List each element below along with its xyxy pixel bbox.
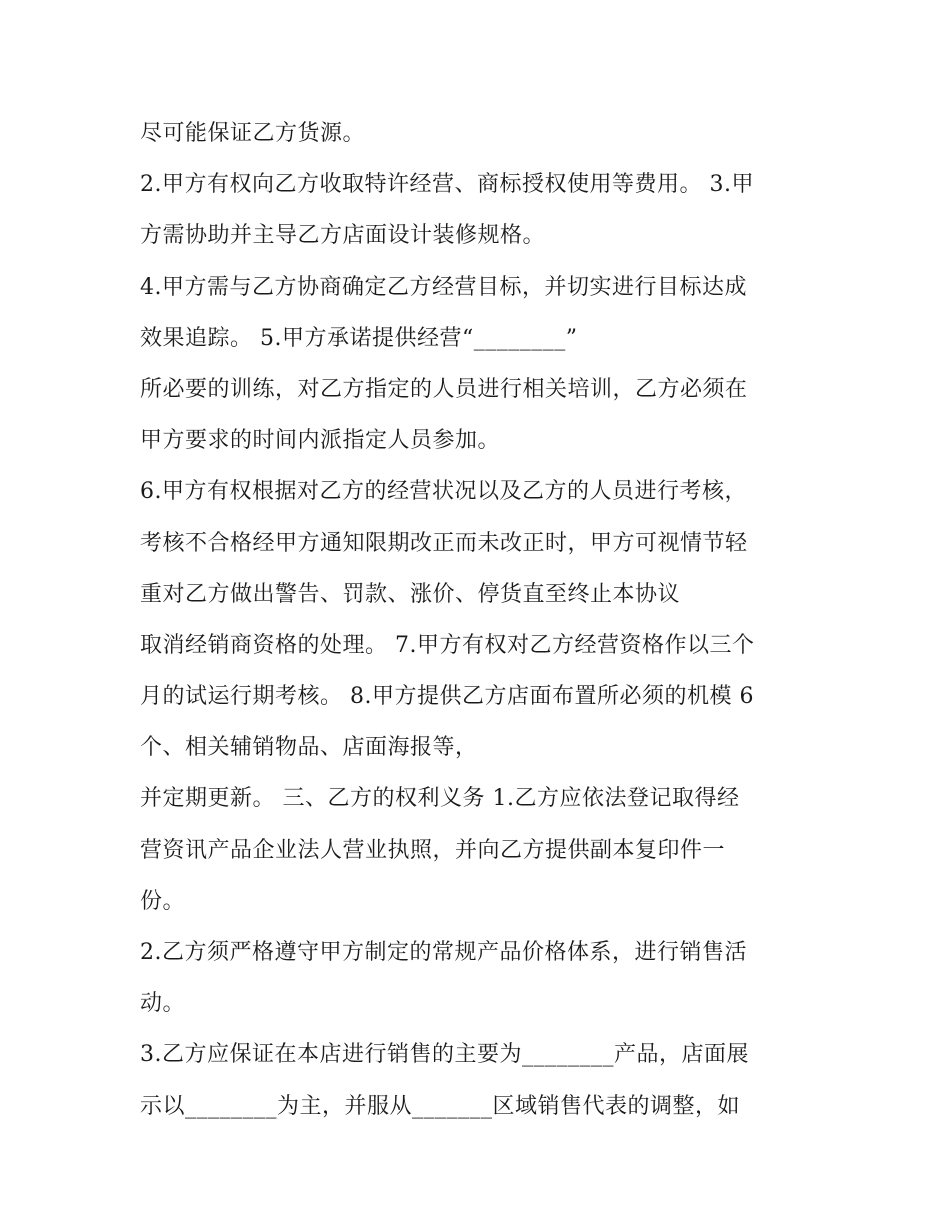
text-line: 取消经销商资格的处理。 7.甲方有权对乙方经营资格作以三个 (140, 632, 755, 658)
text-line: 2.乙方须严格遵守甲方制定的常规产品价格体系，进行销售活 (140, 940, 747, 965)
text-line: 3.乙方应保证在本店进行销售的主要为________产品，店面展 (140, 1042, 749, 1068)
text-line: 方需协助并主导乙方店面设计装修规格。 (140, 223, 546, 249)
text-line: 动。 (140, 991, 186, 1017)
text-line: 并定期更新。 三、乙方的权利义务 1.乙方应依法登记取得经 (140, 786, 740, 812)
text-line: 甲方要求的时间内派指定人员参加。 (140, 428, 501, 454)
text-line: 示以________为主，并服从_______区域销售代表的调整，如 (140, 1093, 741, 1119)
text-line: 所必要的训练，对乙方指定的人员进行相关培训，乙方必须在 (140, 376, 748, 402)
text-line: 4.甲方需与乙方协商确定乙方经营目标，并切实进行目标达成 (140, 274, 747, 300)
text-line: 重对乙方做出警告、罚款、涨价、停货直至终止本协议 (140, 581, 681, 607)
text-line: 营资讯产品企业法人营业执照，并向乙方提供副本复印件一 (140, 837, 726, 863)
text-line: 6.甲方有权根据对乙方的经营状况以及乙方的人员进行考核， (140, 479, 747, 505)
text-line: 尽可能保证乙方货源。 (140, 121, 366, 146)
text-line: 月的试运行期考核。 8.甲方提供乙方店面布置所必须的机模 6 (140, 684, 754, 710)
text-line: 2.甲方有权向乙方收取特许经营、商标授权使用等费用。 3.甲 (140, 172, 754, 198)
text-line: 考核不合格经甲方通知限期改正而未改正时，甲方可视情节轻 (140, 530, 748, 556)
text-line: 效果追踪。 5.甲方承诺提供经营“________” (140, 325, 578, 351)
contract-text (140, 108, 820, 1132)
text-line: 份。 (140, 888, 186, 914)
text-line: 个、相关辅销物品、店面海报等， (140, 735, 478, 761)
